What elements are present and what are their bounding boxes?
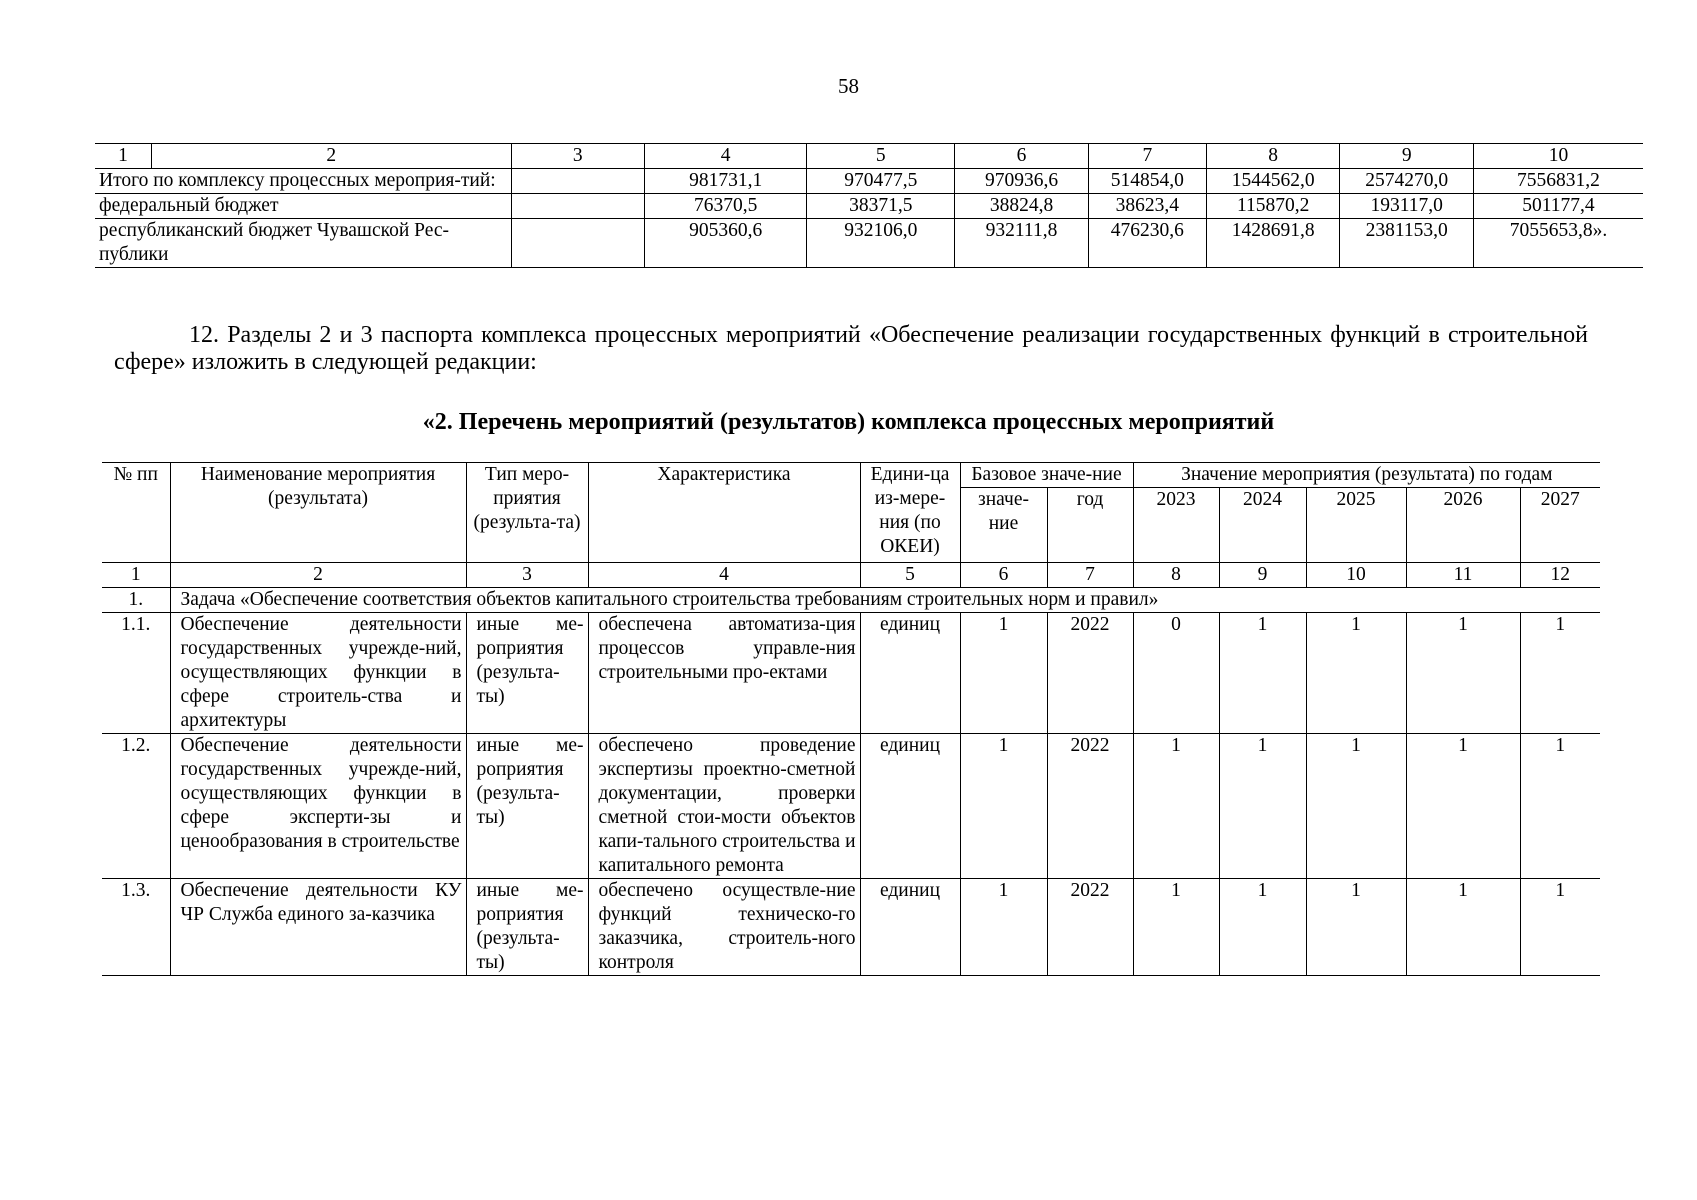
summary-header-cell: 1 bbox=[95, 144, 151, 169]
summary-value: 38824,8 bbox=[955, 194, 1089, 219]
row-characteristic: обеспечено осуществле-ние функций техническо-го заказчика, строитель-ного контроля bbox=[588, 879, 860, 976]
summary-row-label: Итого по комплексу процессных мероприя-тий: bbox=[95, 169, 511, 194]
row-year-value: 1 bbox=[1219, 613, 1306, 734]
row-year-value: 1 bbox=[1406, 734, 1520, 879]
row-unit: единиц bbox=[860, 613, 960, 734]
summary-value: 76370,5 bbox=[645, 194, 807, 219]
column-number: 3 bbox=[466, 563, 588, 588]
row-year-value: 1 bbox=[1520, 734, 1600, 879]
summary-value: 1428691,8 bbox=[1206, 219, 1340, 268]
page-number: 58 bbox=[838, 74, 859, 98]
task-text: Задача «Обеспечение соответствия объектов капитального строительства требованиям строительных норм и правил» bbox=[170, 588, 1600, 613]
column-number: 2 bbox=[170, 563, 466, 588]
row-year-value: 1 bbox=[1219, 734, 1306, 879]
column-number: 6 bbox=[960, 563, 1047, 588]
row-year-value: 1 bbox=[1306, 613, 1406, 734]
body-paragraph: 12. Разделы 2 и 3 паспорта комплекса процессных мероприятий «Обеспечение реализации государственных функций в строительной сфере» изложить в следующей редакции: bbox=[114, 322, 1588, 375]
row-type: иные ме-роприятия (результа-ты) bbox=[466, 734, 588, 879]
row-index: 1.3. bbox=[102, 879, 170, 976]
summary-header-cell: 8 bbox=[1206, 144, 1340, 169]
table-row bbox=[102, 734, 1600, 879]
header-year: 2024 bbox=[1219, 488, 1306, 563]
row-year-value: 1 bbox=[1406, 879, 1520, 976]
column-number: 4 bbox=[588, 563, 860, 588]
row-index: 1.2. bbox=[102, 734, 170, 879]
row-base-value: 1 bbox=[960, 613, 1047, 734]
column-number: 9 bbox=[1219, 563, 1306, 588]
row-year-value: 1 bbox=[1133, 879, 1219, 976]
summary-value: 38371,5 bbox=[807, 194, 955, 219]
summary-value: 193117,0 bbox=[1340, 194, 1474, 219]
header-base-year: год bbox=[1047, 488, 1133, 563]
column-number: 1 bbox=[102, 563, 170, 588]
header-name: Наименование мероприятия (результата) bbox=[170, 463, 466, 563]
header-unit: Едини-ца из-мере-ния (по ОКЕИ) bbox=[860, 463, 960, 563]
row-unit: единиц bbox=[860, 734, 960, 879]
header-base: Базовое значе-ние bbox=[960, 463, 1133, 488]
row-base-value: 1 bbox=[960, 879, 1047, 976]
column-number: 10 bbox=[1306, 563, 1406, 588]
row-base-year: 2022 bbox=[1047, 613, 1133, 734]
summary-value: 514854,0 bbox=[1088, 169, 1206, 194]
summary-header-cell: 10 bbox=[1473, 144, 1643, 169]
row-type: иные ме-роприятия (результа-ты) bbox=[466, 613, 588, 734]
summary-row-federal bbox=[95, 194, 1643, 219]
row-year-value: 0 bbox=[1133, 613, 1219, 734]
column-number: 8 bbox=[1133, 563, 1219, 588]
summary-value: 7055653,8». bbox=[1473, 219, 1643, 268]
table-row bbox=[102, 879, 1600, 976]
summary-empty-cell bbox=[511, 194, 645, 219]
row-index: 1.1. bbox=[102, 613, 170, 734]
row-year-value: 1 bbox=[1306, 879, 1406, 976]
summary-header-cell: 5 bbox=[807, 144, 955, 169]
summary-value: 2574270,0 bbox=[1340, 169, 1474, 194]
column-number: 5 bbox=[860, 563, 960, 588]
section-title: «2. Перечень мероприятий (результатов) комплекса процессных мероприятий bbox=[422, 409, 1275, 435]
row-year-value: 1 bbox=[1306, 734, 1406, 879]
row-type: иные ме-роприятия (результа-ты) bbox=[466, 879, 588, 976]
summary-value: 932106,0 bbox=[807, 219, 955, 268]
summary-table bbox=[95, 143, 1643, 268]
column-number: 11 bbox=[1406, 563, 1520, 588]
header-num: № пп bbox=[102, 463, 170, 563]
summary-header-cell: 9 bbox=[1340, 144, 1474, 169]
row-name: Обеспечение деятельности государственных учрежде-ний, осуществляющих функции в сфере строитель-ства и архитектуры bbox=[170, 613, 466, 734]
header-year: 2023 bbox=[1133, 488, 1219, 563]
header-year: 2025 bbox=[1306, 488, 1406, 563]
summary-row-label: федеральный бюджет bbox=[95, 194, 511, 219]
header-values-by-year: Значение мероприятия (результата) по годам bbox=[1133, 463, 1600, 488]
summary-value: 905360,6 bbox=[645, 219, 807, 268]
summary-header-cell: 6 bbox=[955, 144, 1089, 169]
row-name: Обеспечение деятельности государственных учрежде-ний, осуществляющих функции в сфере эксперти-зы и ценообразования в строительстве bbox=[170, 734, 466, 879]
column-number: 7 bbox=[1047, 563, 1133, 588]
summary-empty-cell bbox=[511, 169, 645, 194]
row-year-value: 1 bbox=[1520, 879, 1600, 976]
header-characteristic: Характеристика bbox=[588, 463, 860, 563]
row-base-value: 1 bbox=[960, 734, 1047, 879]
header-base-value: значе-ние bbox=[960, 488, 1047, 563]
summary-row-republic bbox=[95, 219, 1643, 268]
header-type: Тип меро-приятия (результа-та) bbox=[466, 463, 588, 563]
table-header-row bbox=[102, 463, 1600, 488]
row-year-value: 1 bbox=[1406, 613, 1520, 734]
summary-value: 1544562,0 bbox=[1206, 169, 1340, 194]
summary-header-cell: 7 bbox=[1088, 144, 1206, 169]
summary-value: 970477,5 bbox=[807, 169, 955, 194]
summary-value: 970936,6 bbox=[955, 169, 1089, 194]
row-year-value: 1 bbox=[1133, 734, 1219, 879]
table-row bbox=[102, 613, 1600, 734]
row-base-year: 2022 bbox=[1047, 734, 1133, 879]
summary-empty-cell bbox=[511, 219, 645, 268]
row-characteristic: обеспечено проведение экспертизы проектно-сметной документации, проверки сметной стои-мости объектов капи-тального строительства и капитального ремонта bbox=[588, 734, 860, 879]
summary-value: 501177,4 bbox=[1473, 194, 1643, 219]
summary-value: 38623,4 bbox=[1088, 194, 1206, 219]
summary-header-cell: 2 bbox=[151, 144, 511, 169]
row-year-value: 1 bbox=[1219, 879, 1306, 976]
summary-row-label: республиканский бюджет Чувашской Рес-публики bbox=[95, 219, 511, 268]
measures-table bbox=[102, 462, 1600, 976]
header-year: 2026 bbox=[1406, 488, 1520, 563]
row-year-value: 1 bbox=[1520, 613, 1600, 734]
summary-value: 981731,1 bbox=[645, 169, 807, 194]
summary-header-cell: 4 bbox=[645, 144, 807, 169]
header-year: 2027 bbox=[1520, 488, 1600, 563]
column-number: 12 bbox=[1520, 563, 1600, 588]
summary-value: 7556831,2 bbox=[1473, 169, 1643, 194]
summary-value: 115870,2 bbox=[1206, 194, 1340, 219]
row-name: Обеспечение деятельности КУ ЧР Служба единого за-казчика bbox=[170, 879, 466, 976]
summary-header-cell: 3 bbox=[511, 144, 645, 169]
summary-value: 476230,6 bbox=[1088, 219, 1206, 268]
summary-value: 932111,8 bbox=[955, 219, 1089, 268]
summary-value: 2381153,0 bbox=[1340, 219, 1474, 268]
summary-header-row bbox=[95, 144, 1643, 169]
task-row bbox=[102, 588, 1600, 613]
row-base-year: 2022 bbox=[1047, 879, 1133, 976]
task-index: 1. bbox=[102, 588, 170, 613]
numbering-row bbox=[102, 563, 1600, 588]
row-unit: единиц bbox=[860, 879, 960, 976]
row-characteristic: обеспечена автоматиза-ция процессов управле-ния строительными про-ектами bbox=[588, 613, 860, 734]
summary-row-total bbox=[95, 169, 1643, 194]
